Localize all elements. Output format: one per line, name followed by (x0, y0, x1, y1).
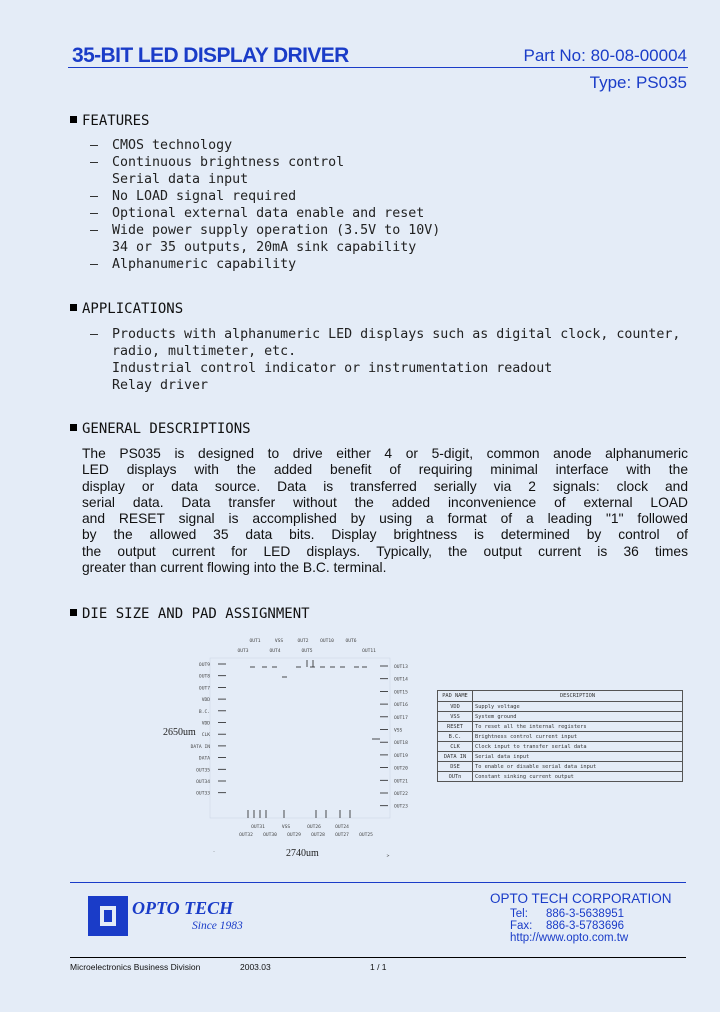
table-row (438, 732, 683, 742)
pad-label: OUT3 (237, 649, 249, 654)
pad-table (437, 690, 683, 782)
pad-name-cell: VSS (438, 712, 473, 722)
pad-label: OUT7 (198, 686, 210, 692)
pad-label: VDD (201, 721, 210, 727)
list-item-text: 34 or 35 outputs, 20mA sink capability (112, 240, 417, 255)
description-line: the output current for LED displays. Typically, the output current is 36 times (82, 543, 688, 559)
website-link[interactable]: http://www.opto.com.tw (510, 932, 629, 944)
pad-label: OUT24 (335, 825, 349, 830)
opto-tech-logo-icon (88, 896, 128, 936)
dash-bullet-icon: — (90, 138, 99, 153)
pad-description-cell: Supply voltage (473, 702, 683, 712)
general-description (82, 446, 688, 576)
pad-label: OUT11 (362, 649, 376, 654)
features-list (90, 137, 440, 273)
pad-label: OUT32 (239, 833, 253, 838)
pad-label: OUT25 (359, 833, 373, 838)
page-title: 35-BIT LED DISPLAY DRIVER (72, 44, 349, 67)
list-item (90, 188, 440, 205)
pad-label: OUT33 (196, 791, 210, 797)
pad-label: OUT20 (394, 766, 408, 772)
list-item (90, 256, 440, 273)
dash-bullet-icon: — (90, 206, 99, 221)
square-bullet-icon (70, 424, 77, 431)
pad-name-cell: DATA IN (438, 752, 473, 762)
pad-label: OUT8 (198, 674, 210, 680)
dash-bullet-icon: — (90, 155, 99, 170)
description-line: by the allowed 35 data bits. Display brightness is determined by control of (82, 527, 688, 543)
description-line: LED displays with the added benefit of requiring minimal interface with the (82, 462, 688, 478)
pad-label: OUT17 (394, 715, 408, 721)
table-row (438, 702, 683, 712)
list-item (90, 222, 440, 239)
part-number: Part No: 80-08-00004 (523, 46, 687, 65)
pad-label: OUT22 (394, 792, 408, 797)
dimension-marker: · (212, 850, 216, 855)
features-heading: FEATURES (70, 113, 149, 129)
pad-label: OUT10 (320, 639, 334, 644)
list-item-text: Wide power supply operation (3.5V to 10V) (112, 223, 441, 238)
pad-name-cell: RESET (438, 722, 473, 732)
applications-list (90, 326, 680, 394)
pad-description-cell: Constant sinking current output (473, 772, 683, 782)
company-name: OPTO TECH CORPORATION (490, 891, 672, 906)
list-item-text: Serial data input (112, 172, 249, 187)
pad-label: OUT4 (269, 649, 281, 654)
pad-label: B.C. (198, 709, 210, 715)
footer-divider (70, 882, 686, 883)
pad-label: OUT26 (307, 825, 321, 830)
table-row (438, 752, 683, 762)
table-row (438, 722, 683, 732)
pad-description-cell: Clock input to transfer serial data (473, 742, 683, 752)
pad-table-header: DESCRIPTION (473, 691, 683, 702)
pad-description-cell: System ground (473, 712, 683, 722)
list-item-text: Continuous brightness control (112, 155, 345, 170)
description-line: serial data. Data transfer without the added inconvenience of external LOAD (82, 494, 688, 510)
list-item (90, 326, 680, 343)
die-width-label: 2740um (286, 848, 319, 859)
pad-description-cell: To enable or disable serial data input (473, 762, 683, 772)
pad-label: OUT35 (196, 768, 210, 774)
pad-label: OUT1 (249, 639, 261, 644)
list-item (90, 205, 440, 222)
pad-name-cell: B.C. (438, 732, 473, 742)
pad-label: DATA (198, 756, 210, 762)
bottom-divider (70, 957, 686, 958)
pad-label: OUT13 (394, 665, 408, 670)
dimension-arrow: > (386, 854, 390, 859)
header-divider (68, 67, 688, 68)
pad-label: VDD (201, 698, 210, 704)
die-height-label: 2650um (163, 727, 196, 738)
table-row (438, 742, 683, 752)
list-item-text: radio, multimeter, etc. (112, 344, 297, 359)
pad-label: VSS (281, 825, 291, 830)
tel-line: Tel: 886-3-5638951 (510, 908, 625, 920)
pad-label: DATA IN (190, 744, 210, 750)
pad-label: OUT14 (394, 677, 408, 683)
pad-label: OUT28 (311, 833, 325, 838)
square-bullet-icon (70, 116, 77, 123)
pad-label: OUT16 (394, 703, 408, 709)
pad-label: OUT2 (297, 639, 309, 644)
description-line: The PS035 is designed to drive either 4 or 5-digit, common anode alphanumeric (82, 446, 688, 461)
logo-since: Since 1983 (192, 920, 243, 932)
pad-description-cell: To reset all the internal registers (473, 722, 683, 732)
list-item-text: Industrial control indicator or instrumentation readout (112, 361, 553, 376)
pad-label: OUT5 (301, 649, 313, 654)
list-item (90, 154, 440, 171)
list-item (90, 377, 680, 394)
dash-bullet-icon: — (90, 189, 99, 204)
list-item-text: Relay driver (112, 378, 209, 393)
general-heading: GENERAL DESCRIPTIONS (70, 421, 251, 437)
list-item (90, 343, 680, 360)
square-bullet-icon (70, 609, 77, 616)
pad-label: OUT18 (394, 741, 408, 747)
die-outline (210, 658, 390, 818)
pad-label: OUT23 (394, 804, 408, 810)
pad-description-cell: Brightness control current input (473, 732, 683, 742)
table-row (438, 712, 683, 722)
fax-line: Fax: 886-3-5783696 (510, 920, 625, 932)
die-heading: DIE SIZE AND PAD ASSIGNMENT (70, 606, 310, 622)
page-number: 1 / 1 (370, 962, 387, 972)
part-type: Type: PS035 (589, 73, 687, 92)
pad-label: OUT9 (198, 663, 210, 668)
pad-label: VSS (394, 728, 403, 734)
description-line: display or data source. Data is transferred serially via 2 signals: clock and (82, 478, 688, 494)
pad-label: OUT15 (394, 690, 408, 696)
logo-text: OPTO TECH (132, 898, 234, 918)
pad-description-cell: Serial data input (473, 752, 683, 762)
pad-label: OUT27 (335, 833, 349, 838)
list-item-text: Alphanumeric capability (112, 257, 297, 272)
die-pad-diagram (150, 630, 440, 865)
pad-label: OUT34 (196, 780, 210, 785)
table-row (438, 762, 683, 772)
list-item (90, 171, 440, 188)
pad-table-header: PAD NAME (438, 691, 473, 702)
pad-label: OUT30 (263, 833, 277, 838)
division-text: Microelectronics Business Division (70, 962, 201, 972)
list-item-text: Products with alphanumeric LED displays such as digital clock, counter, (112, 327, 681, 342)
pad-name-cell: CLK (438, 742, 473, 752)
list-item (90, 137, 440, 154)
dash-bullet-icon: — (90, 223, 99, 238)
pad-label: OUT21 (394, 779, 408, 785)
description-line: greater than current flowing into the B.C. terminal. (82, 560, 387, 576)
list-item-text: Optional external data enable and reset (112, 206, 425, 221)
table-row (438, 772, 683, 782)
pad-label: VSS (274, 639, 284, 644)
list-item (90, 360, 680, 377)
list-item-text: No LOAD signal required (112, 189, 297, 204)
applications-heading: APPLICATIONS (70, 301, 183, 317)
pad-name-cell: VDD (438, 702, 473, 712)
pad-name-cell: OUTn (438, 772, 473, 782)
description-line: and RESET signal is accomplished by using a format of a leading "1" followed (82, 511, 688, 527)
pad-label: CLK (201, 733, 210, 739)
pad-label: OUT29 (287, 833, 301, 838)
dash-bullet-icon: — (90, 257, 99, 272)
pad-label: OUT6 (345, 639, 357, 644)
pad-name-cell: DSE (438, 762, 473, 772)
pad-label: OUT19 (394, 753, 408, 759)
square-bullet-icon (70, 304, 77, 311)
date-text: 2003.03 (240, 962, 271, 972)
list-item-text: CMOS technology (112, 138, 233, 153)
list-item (90, 239, 440, 256)
dash-bullet-icon: — (90, 327, 99, 342)
pad-label: OUT31 (251, 825, 265, 830)
